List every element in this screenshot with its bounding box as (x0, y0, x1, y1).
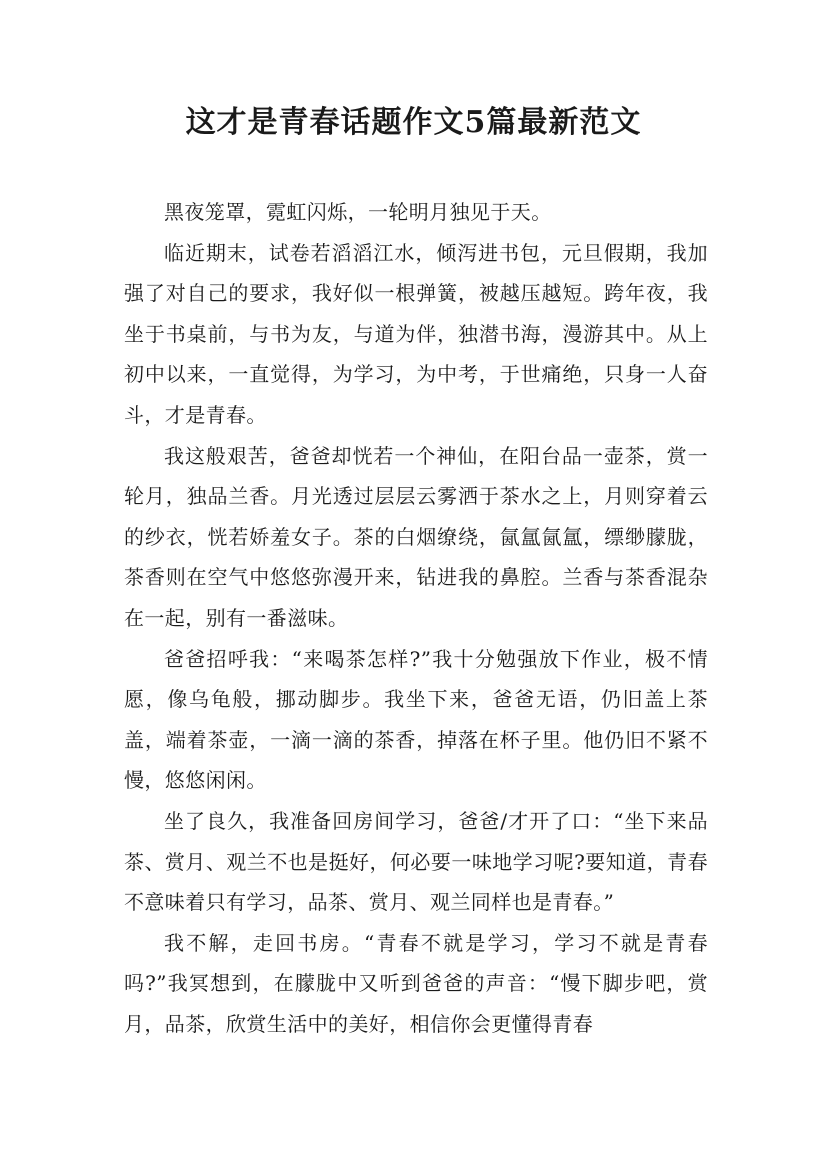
paragraph: 我这般艰苦，爸爸却恍若一个神仙，在阳台品一壶茶，赏一轮月，独品兰香。月光透过层层云雾洒于茶水之上，月则穿着云的纱衣，恍若娇羞女子。茶的白烟缭绕，氤氲氤氲，缥缈朦胧，茶香则在空气中悠悠弥漫开来，钻进我的鼻腔。兰香与茶香混杂在一起，别有一番滋味。 (124, 443, 708, 630)
paragraph: 爸爸招呼我：“来喝茶怎样?”我十分勉强放下作业，极不情愿，像乌龟般，挪动脚步。我坐下来，爸爸无语，仍旧盖上茶盖，端着茶壶，一滴一滴的茶香，掉落在杯子里。他仍旧不紧不慢，悠悠闲闲。 (124, 646, 708, 793)
paragraph: 我不解，走回书房。“青春不就是学习，学习不就是青春吗?”我冥想到，在朦胧中又听到爸爸的声音：“慢下脚步吧，赏月，品茶，欣赏生活中的美好，相信你会更懂得青春 (124, 930, 708, 1036)
paragraph: 坐了良久，我准备回房间学习，爸爸/才开了口：“坐下来品茶、赏月、观兰不也是挺好，何必要一味地学习呢?要知道，青春不意味着只有学习，品茶、赏月、观兰同样也是青春。” (124, 808, 708, 915)
document-body (124, 192, 708, 1044)
paragraph: 黑夜笼罩，霓虹闪烁，一轮明月独见于天。 (164, 200, 552, 224)
document-title: 这才是青春话题作文5篇最新范文 (185, 105, 642, 140)
paragraph: 临近期末，试卷若滔滔江水，倾泻进书包，元旦假期，我加强了对自己的要求，我好似一根弹簧，被越压越短。跨年夜，我坐于书桌前，与书为友，与道为伴，独潜书海，漫游其中。从上初中以来，一直觉得，为学习，为中考，于世痛绝，只身一人奋斗，才是青春。 (124, 240, 708, 427)
